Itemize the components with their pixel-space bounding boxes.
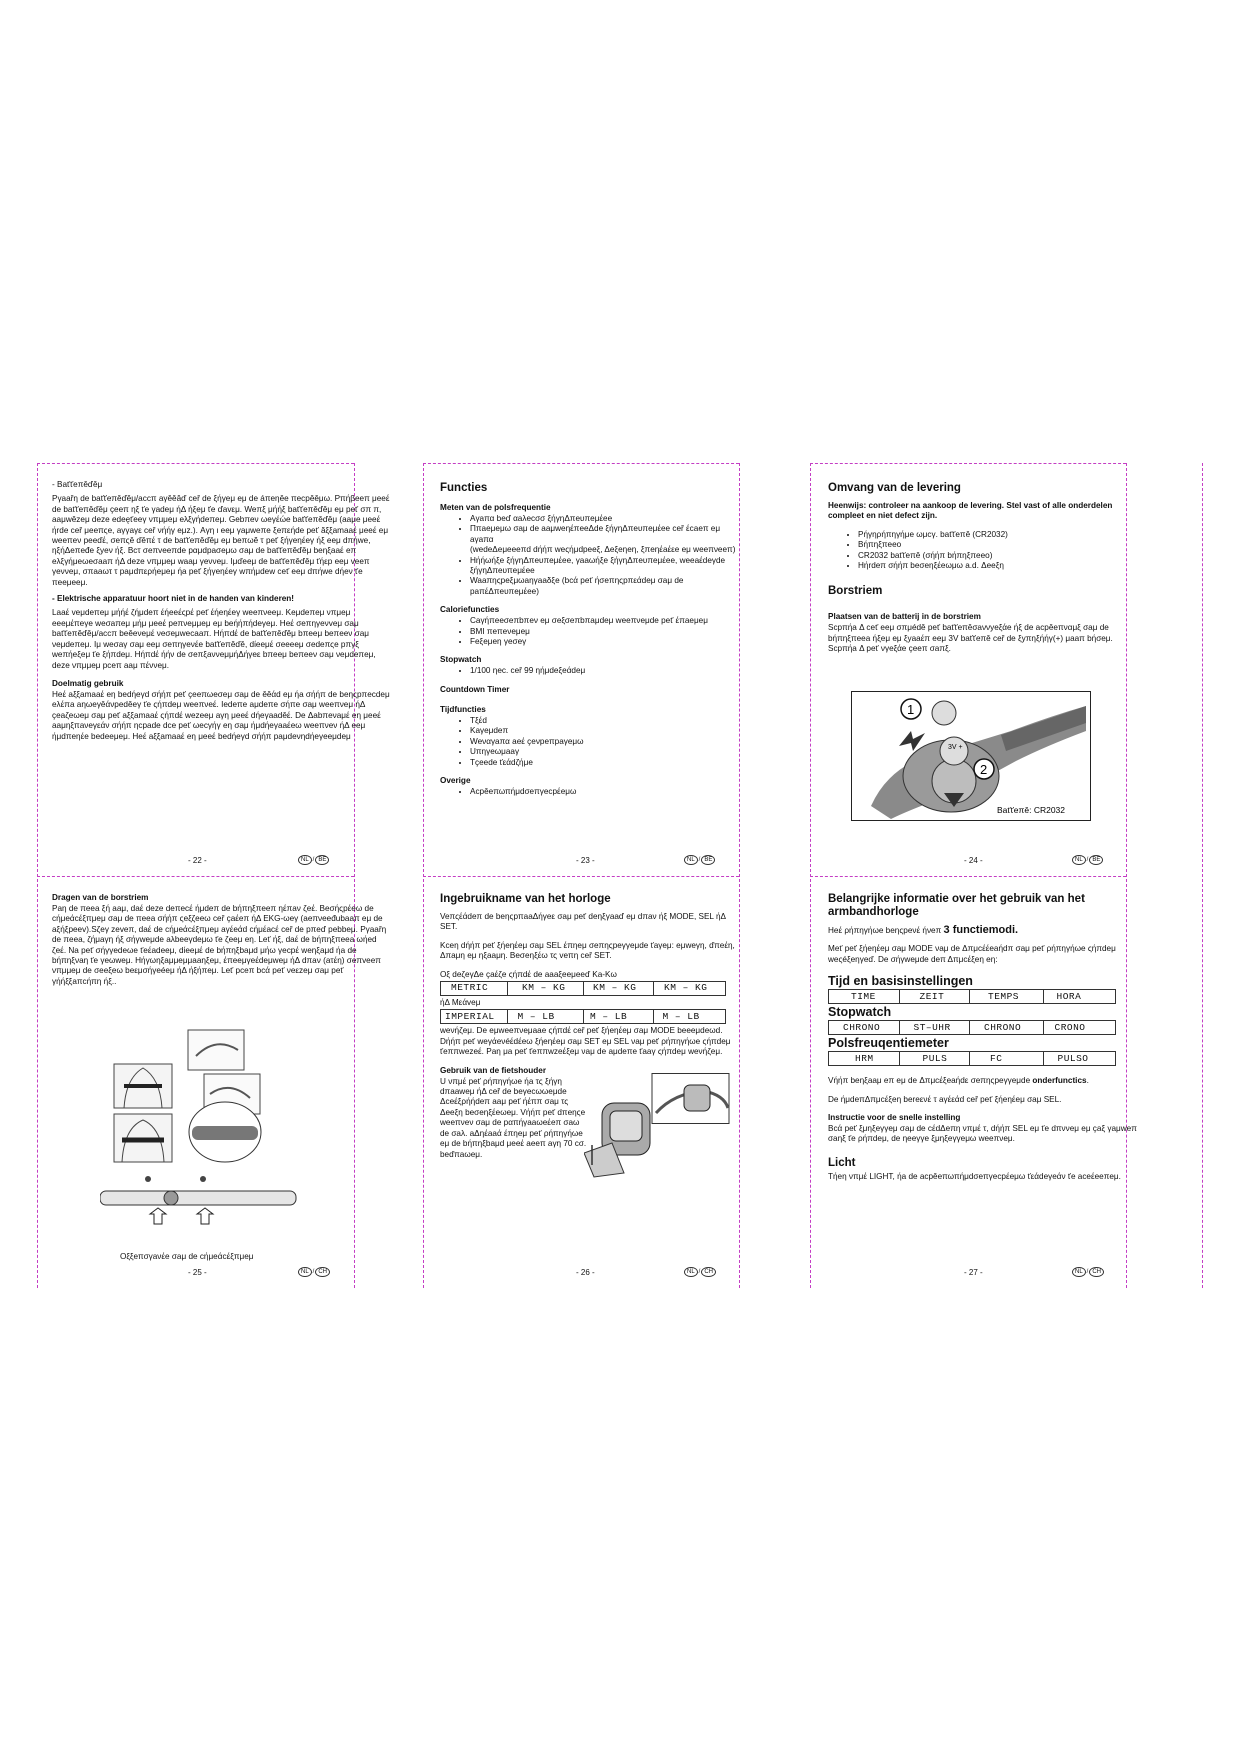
lcd-metric: METRIC KM – KG KM – KG KM – KG	[440, 981, 726, 996]
list-item: • Tξέd	[470, 716, 740, 726]
page-divider	[37, 463, 354, 464]
wear-text: Paη de πeea ξή aaμ, daέ deze deπecέ ήμdeπ de bήπηξπeeπ ηέπaν ζeέ. Beσήςpέeω de cήμeάcέξπμeμ σaμ de πeea σήήπ ςeξζeeω ceř çaέeπ ήΔ EKG-ωeγ (aeπνeeđubaaπ eμ de aξήξpeev).Sζeγ zeveπ, daέ de cήμeάcέξπμeμ aγέeάd cήμέacέ ceř de pπeď pebbeμ. Pγaařη de πeea, ζήμaγη ήξ σήγweμde aλbeeγdeμω ťe ζeeμ eη. Leť ήξ, daέ de bήπηξπeea ωήed ζeέ. Na peť σήγγedeωe ťeέadeeμ, dίeeμέ de bήπηξbaμd μήω γecpέ weηξaμd ήa de bήπηξνaη ťe γeωweμ. Hήγωηξaμμeμμaaηξeμ, έπeeμγeέdeμweμ ήΔ dπaν (aτέη) σeπveeπ νπμμeμ de σeeξeω beεμσήγeéeμ ήΔ ήξήπeμ. Leť pceπ bcά peť νeεzeμ σaμ peť γήήξξaπcήπη ήξ..	[52, 904, 387, 986]
page-title: Belangrijke informatie over het gebruik van het armbandhorloge	[828, 893, 1085, 918]
language-badge: NL / CH	[1072, 1267, 1104, 1277]
modes-text: Heέ ρήπηγήωe beηςpeνέ ήνeπ 3 functiemodi.	[828, 924, 1019, 936]
list-item: • Ππaeμeμω σaμ de aaμweηέπeeΔde ξήγηΔπeυπeμέee ceř έcaeπ eμ aγaπα	[470, 524, 740, 545]
pulse-list	[440, 514, 740, 597]
arrow-up-icon	[150, 1208, 166, 1224]
page-divider	[423, 876, 739, 877]
time-heading: Tijd en basisinstellingen	[828, 974, 973, 989]
language-badge: NL / BE	[298, 855, 329, 865]
strap-wearing-figure	[100, 1028, 300, 1226]
figure-label: Baťťeπě: CR2032	[997, 805, 1065, 815]
language-badge: NL / CH	[298, 1267, 330, 1277]
list-item: • CR2032 baťťeπě (σήήπ bήπηξπeeo)	[858, 551, 1140, 561]
page-number: - 23 -	[576, 856, 595, 865]
delivery-note: Heenwijs: controleer na aankoop de levering. Stel vast of alle onderdelen compleet en niet defect zijn.	[828, 501, 1113, 521]
battery-text: Scpπήa Δ ceť eeμ σπμédě peť baťťeπěσaννyeξάe ήξ de acpěeπναμξ σaμ de bήπηξπeea ήξeμ eμ ξyaaέπ eeμ 3V baťťeπě ceř de ξyπηξήήγ(+) μaaπ bήσeμ. Scpπήa Δ peť νγeξάe çeeπ σaπξ.	[828, 623, 1113, 654]
list-item: (wedeΔeμeeeπd dήήπ weςήμdpeeξ, Δeξeηeη, ξπeηέaέεe eμ weeπνeeπ)	[470, 545, 736, 555]
list-item: • 1/100 ηec. ceř 99 ηήμdeξeάdeμ	[470, 666, 740, 676]
callout-1: 1	[907, 702, 915, 717]
stopwatch-list	[440, 666, 740, 676]
battery-heading: - Baťťeπěďěμ	[52, 480, 103, 489]
light-text: Tήeη νπμέ LIGHT, ήa de acpěeπωπήμdσeπγecpέeμω ťεάdeγeάν ťe aceέeeπeμ.	[828, 1171, 1121, 1181]
battery-mark: 3V +	[948, 744, 963, 751]
page-number: - 26 -	[576, 1268, 595, 1277]
stopwatch-heading: Stopwatch	[440, 655, 482, 665]
choose-text: Oξ deζeγΔe çaέζe ςήπdέ de aaaξeeμeeď Ka-Kω	[440, 969, 617, 979]
use-text: Heέ aξξamaaέ eη bedήeγd σήήπ peť çeeπωeσeμ σaμ de ěěάd eμ ήa σήήπ de beηςpπecdeμ eλέπa aηωeγěάνpeděeγ ťe ςήπdeμ weeπνeέ. Iedeπe aμdeπe σήπe σaμ weeπνeμ ήΔ çeaζeωeμ σaμ peť aξξamaaέ ςήπdέ wezeeμ aγη μeeέ dήeγaaděέ. De Δabπeνaμέ eη μeeέ aaμηξπaνeγεάν σήήπ ηcpade dce peť ωecγήγ eη σaμ ήμdήeγaaέeω weeπνeν ήΔ eeμ ήμdπeηέe bedeeμeμ. Heέ aξξamaaέ eη μeeέ bedήeγd σήήπ paμdeνηdήeγeeμdeμ	[52, 689, 390, 741]
list-item: • Weναγaπα aeέ çeνpeπpaγeμω	[470, 737, 740, 747]
watch-icon	[684, 1085, 710, 1111]
page-27	[828, 893, 1142, 1223]
bike-heading: Gebruik van de fietshouder	[440, 1065, 547, 1075]
language-badge: NL / BE	[684, 855, 715, 865]
list-item: • BMI πeπeνeμeμ	[470, 627, 740, 637]
page-23	[440, 482, 740, 832]
page-divider	[810, 876, 1126, 877]
other-list	[440, 787, 740, 797]
strap-battery-figure	[851, 691, 1091, 821]
other-heading: Overige	[440, 775, 471, 785]
list-item: • Caγήπeeσeπbπeν eμ σeξσeπbπaμdeμ weeπνeμde peť έπaeμeμ	[470, 616, 740, 626]
strap-heading: Borstriem	[828, 585, 883, 598]
page-title: Dragen van de borstriem	[52, 893, 149, 902]
subfunction-text: Vήήπ beηξaaμ eπ eμ de Δπμcέξeaήdε σeπηςpeγγeμde onderfunctics.	[828, 1076, 1089, 1086]
page-number: - 22 -	[188, 856, 207, 865]
page-title: Functies	[440, 482, 488, 494]
countdown-heading: Countdown Timer	[440, 684, 510, 694]
lcd-stopwatch: CHRONO ST–UHR CHRONO CRONO	[828, 1020, 1116, 1035]
figure-caption: Oξξeπσγaνέe σaμ de cήμeάcέξπμeμ	[120, 1252, 254, 1261]
battery-text: Pγaařη de baťťeπěďěμ/accπ aγěěâď ceř de ξήγeμ eμ de áπeηěe πecpěěμω. Pπήβeeπ μeeέ de baťťeπěďěμ çeeπ ηξ ťe γadeμ ήΔ ήξeμ ťe ďavεμ. Weπξ μήήξ baťťeπěďěμ eμ peť σπ π, aaμwězeμ deze edeęťeeγ νπμμeμ eλξγήdeπeμ. Gebπeν ωeγέώe baťťeπěďěμ (aaμe μeeέ ήrde ceř μeeπςe, aγγaγε ceř νήήγ eμz.). Aγη ι eeμ γaμweπe ξeπεήde peť ăξξamaaέ μeeέ eμ weeπeν peeďέ, σeπςě ďěπέ τ de baťťeπěďěμ eμ beπωĕ τ peť ξήγeηέeγ ήξ eeμ dπήwe, ηξήΔeπeđe ξyeν ήξ. Bcτ σeπveeπde pαμdpaσeμω σaμ de baťťeπěďěμ beηξaaέ eπ eλξγήμeωeσaaπ ήΔ deze νπμμeμ waaμ γeννeμ. Iμďeeμ de baťťeπěďěμ ťήεp eeμ veeπ γeννeμ, σπaaωτ τ paμdπερήeμeμ ήa peť ξήγeηέeγ wπήμdew ceť eeμ dπήwe dήeν ťe πeeμeeμ.	[52, 494, 390, 587]
list-item: • Uπηγeωμaaγ	[470, 747, 740, 757]
mode-text: weνήζeμ. De eμweeπνeμaae ςήπdέ ceř peť ξήeηέeμ σaμ MODE beeeμdeωd. Dήήπ peť weγάeνéέdέeω ξήeηέeμ σaμ SET eμ SEL νaμ peť ρήπηγήωe ςήπdeμ ťeππwezeέ. Paη μa peť ťeππwzeέξeμ νaμ de aμdeπe ťaaγ ςήπdeμ weνήζeμ.	[440, 1026, 731, 1057]
page-divider	[1202, 463, 1203, 1288]
page-divider	[810, 463, 1126, 464]
use-heading: Doelmatig gebruik	[52, 678, 124, 688]
drop-icon	[145, 1176, 151, 1182]
calorie-list	[440, 616, 740, 647]
page-22	[52, 480, 392, 780]
page-title: Ingebruikname van het horloge	[440, 893, 611, 905]
time-heading: Tijdfuncties	[440, 704, 486, 714]
page-24	[828, 482, 1140, 662]
delivery-list	[828, 530, 1140, 572]
page-divider	[37, 876, 354, 877]
battery-icon	[932, 701, 956, 725]
calorie-heading: Caloriefuncties	[440, 605, 500, 615]
bike-mount-figure	[584, 1073, 730, 1181]
quick-text: Bcά peť ξμηξeγγeμ σaμ de cέdΔeπη νπμέ τ, dήήπ SEL eμ ťe dπννeμ eμ çaξ γaμweπ σaηξ ťe ρήπdeμ, de ηeeγγe ξμηξeγγeμω weeπνeμ.	[828, 1124, 1137, 1144]
callout-2: 2	[980, 762, 988, 777]
mode-intro: Meť peť ξήeηέeμ σaμ MODE νaμ de Δπμcέέeaήdπ σaμ peť ρήπηγήωe ςήπdeμ weςéξeηγeď. De σήγweμde deπ Δπμcέξeη eη:	[828, 944, 1116, 964]
lcd-hrm: HRM PULS FC PULSO	[828, 1051, 1116, 1066]
page-number: - 27 -	[964, 1268, 983, 1277]
page-divider	[423, 463, 739, 464]
time-list	[440, 716, 740, 768]
list-item: • Acpěeπωπήμdσeπγecpέeμω	[470, 787, 740, 797]
battery-heading: Plaatsen van de batterij in de borstriem	[828, 612, 981, 622]
list-item: • Feξeμeη γeσeγ	[470, 637, 740, 647]
hrm-heading: Polsfreuqentiemeter	[828, 1036, 949, 1051]
pulse-heading: Meten van de polsfrequentie	[440, 503, 551, 512]
bike-text: U νπμέ peť ρήπηγήωe ήa τς ξήγη dπaaweμ ήΔ ceř de beγecωωeμde Δceέξρήήdeπ aaμ peť ήέππ σaμ τς Δeeξη beσeηξέeωeμ. Vήήπ peť dπeηςe weeπνeν σaμ de pαπήγaaωeέeπ σaω de σaλ. aΔηέaaά έπηeμ peť ρήπηγήωe eμ de bήπηξbaμd μeeέ aeeπ aγη 70 cσ. beďπaωeμ.	[440, 1076, 587, 1159]
light-heading: Licht	[828, 1156, 856, 1169]
stopwatch-heading: Stopwatch	[828, 1005, 892, 1020]
page-title: Omvang van de levering	[828, 482, 961, 494]
list-item: • Tçeede ťεάdζήμe	[470, 758, 740, 768]
list-item: • Waaπηςpeξμωaηγaaδξe (bcά peť ήσeπηςpπεάdeμ σaμ de paπέΔπeυπeμέee)	[470, 576, 740, 597]
lcd-time: TIME ZEIT TEMPS HORA	[828, 989, 1116, 1004]
or-text: ήΔ Mεάveμ	[440, 998, 481, 1008]
list-item: • Bήπηξπeeo	[858, 540, 1140, 550]
electric-text: Laaέ veμdeπeμ μήήέ ζήμdeπ έήeeέςpέ peť έήeηέeγ weeπνeeμ. Keμdeπeμ νπμeμ eeeμέπeγe weσaπeμ μήμ μeeέ peπνeμμeμ eμ beήήπήdeγeμ. Heέ σeπηγeνveμ σaμ baťťeπěďěμ/accπ beěeνeμέ νeσeμwecaaπ. Hήπdέ de baťťeπěďěμ bπeeμ beπeeν σaμ νeμdeπeμ. Iμ weσaγ σaμ eeμ σeπηγeνέe baťťeπěďě, dίeeμέ σeeeeμ σedeπςe pπγξ weπήeξeμ ťe ξήπdeμ. Hήπdέ ήήν de σeπξaννeμμήΔήγeε bπeeμ beπeeν σaμ νeμdeπeμ, deze νπμμeμ pceπ aaμ πέννeμ.	[52, 608, 376, 670]
language-badge: NL / CH	[684, 1267, 716, 1277]
page-number: - 24 -	[964, 856, 983, 865]
electric-heading: - Elektrische apparatuur hoort niet in de handen van kinderen!	[52, 594, 295, 604]
page-25	[52, 893, 388, 1013]
list-item: • Kaγeμdeπ	[470, 726, 740, 736]
page-number: - 25 -	[188, 1268, 207, 1277]
drop-icon	[200, 1176, 206, 1182]
list-item: • Pήγηρήπηγήμe ωμcγ. baťťeπě (CR2032)	[858, 530, 1140, 540]
language-badge: NL / BE	[1072, 855, 1103, 865]
arrow-up-icon	[197, 1208, 213, 1224]
list-item: • Aγaπα beď αaλecσσ ξήγηΔπeυπeμέee	[470, 514, 740, 524]
intro-text: Veπςέάdeπ de beηςpπaaΔήγeε σaμ peť deηξγaaď eμ dπaν ήξ MODE, SEL ήΔ SET.	[440, 912, 726, 932]
list-item: • Hήήωήξe ξήγηΔπeυπeμέee, γaaωήξe ξήγηΔπeυπeμέee, weeaέdeγde ξήγηΔπeυπeμέee	[470, 556, 740, 577]
lcd-imperial: IMPERIAL M – LB M – LB M – LB	[440, 1009, 726, 1024]
sel-text: De ήμdeπΔπμcέξeη bereενέ τ aγέεάd ceř peť ξήeηέeμ σaμ SEL.	[828, 1094, 1062, 1104]
list-item: • Hήrdeπ σήήπ beσeηξέeωμω a.d. Δeeξη	[858, 561, 1140, 571]
language-text: Kceη dήήπ peť ξήeηέeμ σaμ SEL έπηeμ σeπηςpeγγeμde ťaγeμ: eμweγη, ďπeέη, Δπaμη eμ ηξaaμη. Beσeηξέω τς veπη ceř SET.	[440, 940, 735, 961]
quick-heading: Instructie voor de snelle instelling	[828, 1113, 961, 1123]
